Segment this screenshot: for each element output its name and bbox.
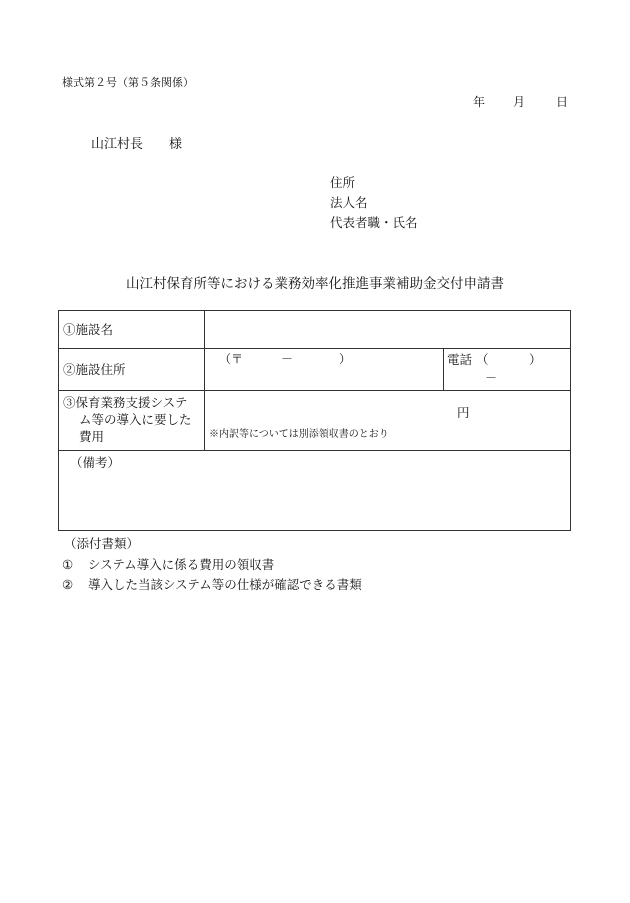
telephone-field[interactable] — [444, 349, 571, 391]
telephone-close: ） — [529, 352, 542, 367]
facility-address-label-cell — [59, 349, 205, 391]
remarks-label: （備考） — [70, 455, 121, 470]
attachment-item — [62, 575, 362, 593]
postal-dash: － — [281, 352, 294, 366]
attachment-item — [62, 555, 274, 573]
applicant-representative-label: 代表者職・氏名 — [330, 215, 418, 230]
postal-code-field — [219, 350, 352, 367]
telephone-label — [447, 350, 542, 368]
remarks-row — [59, 451, 571, 531]
system-cost-field[interactable] — [205, 391, 571, 451]
system-cost-label-line1: ③保育業務支援システ — [63, 395, 188, 410]
facility-name-label: ①施設名 — [63, 322, 114, 337]
date-month-label: 月 — [513, 95, 526, 109]
date-year-label: 年 — [473, 95, 486, 109]
applicant-corporation-label: 法人名 — [330, 195, 368, 210]
application-table — [58, 310, 571, 531]
postal-open: （〒 — [219, 352, 244, 366]
facility-address-field[interactable] — [205, 349, 444, 391]
attachments-title: （添付書類） — [64, 536, 140, 551]
addressee-name: 山江村長 — [91, 137, 144, 152]
attachment-number: ① — [62, 557, 74, 572]
applicant-address-label: 住所 — [330, 175, 356, 190]
system-cost-label-cell — [59, 391, 205, 451]
postal-close: ） — [339, 352, 352, 366]
system-cost-label-line2: ム等の導入に要した — [79, 412, 192, 427]
facility-address-row — [59, 349, 571, 391]
system-cost-row — [59, 391, 571, 451]
attachment-number: ② — [62, 577, 74, 592]
form-number: 様式第２号（第５条関係） — [62, 76, 194, 89]
addressee-honorific: 様 — [169, 137, 183, 152]
date-day-label: 日 — [556, 95, 569, 109]
telephone-open: （ — [476, 352, 489, 367]
document-title: 山江村保育所等における業務効率化推進事業補助金交付申請書 — [126, 276, 504, 292]
attachment-text: 導入した当該システム等の仕様が確認できる書類 — [88, 577, 362, 592]
system-cost-label — [59, 391, 204, 445]
attachment-text: システム導入に係る費用の領収書 — [88, 557, 275, 572]
facility-name-field[interactable] — [205, 311, 571, 349]
remarks-field[interactable] — [59, 451, 571, 531]
system-cost-label-line3: 費用 — [79, 429, 105, 444]
telephone-label-text: 電話 — [447, 352, 473, 367]
facility-name-label-cell — [59, 311, 205, 349]
addressee — [91, 133, 182, 152]
yen-unit: 円 — [457, 405, 470, 420]
telephone-dash: － — [485, 371, 498, 385]
facility-name-row — [59, 311, 571, 349]
facility-address-label: ②施設住所 — [63, 362, 126, 377]
breakdown-note: ※内訳等については別添領収書のとおり — [209, 429, 389, 440]
